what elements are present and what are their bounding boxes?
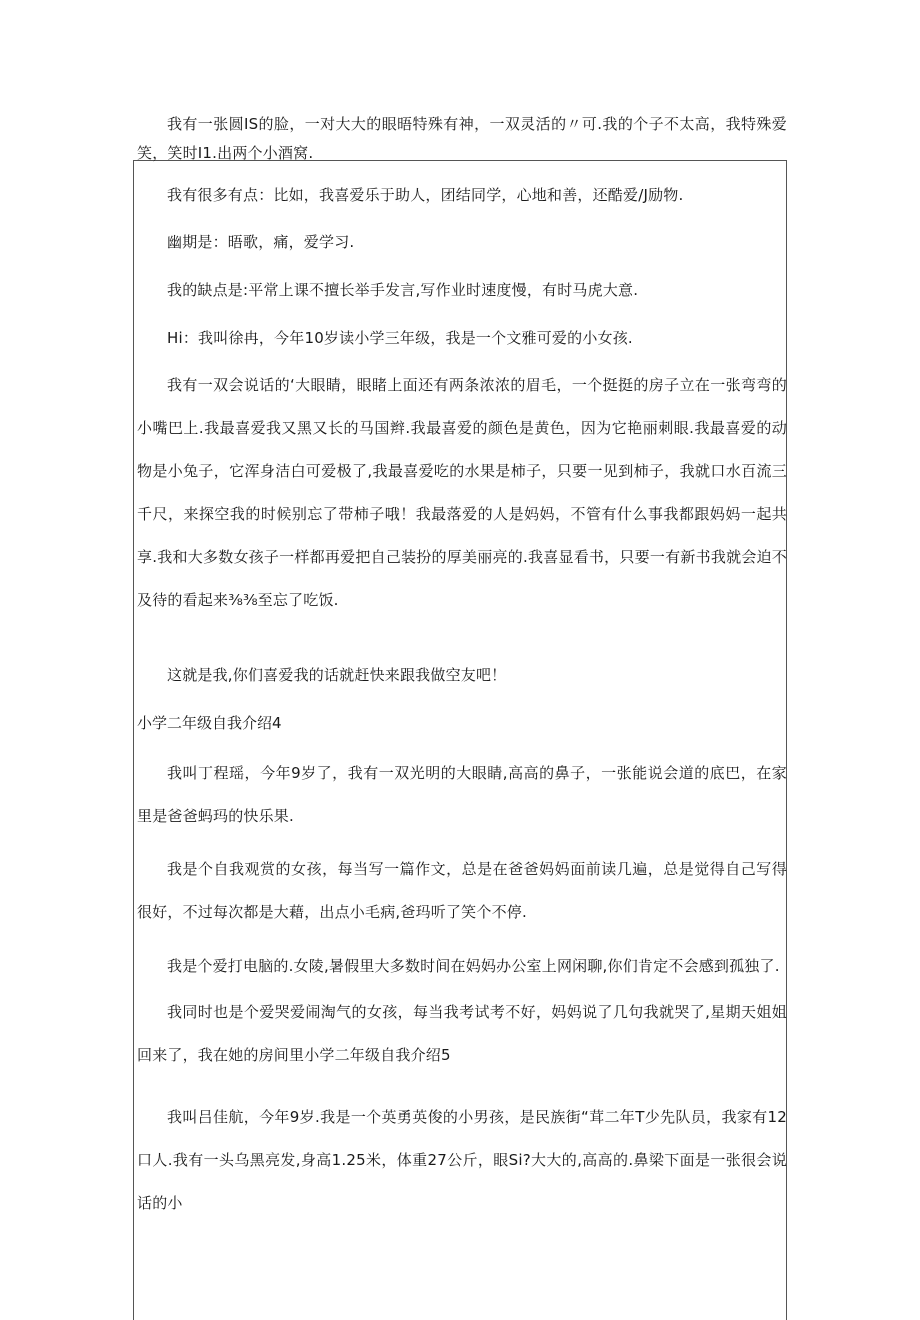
paragraph-ding-chengyao: 我叫丁程瑶，今年9岁了，我有一双光明的大眼睛,高高的鼻子，一张能说会道的底巴，在家里是爸爸蚂玛的快乐果. xyxy=(137,764,787,825)
paragraph-lv-jiahang: 我叫吕佳航，今年9岁.我是一个英勇英俊的小男孩，是民族街“茸二年T少先队员，我家有12口人.我有一头乌黑亮发,身高1.25米，体重27公斤，眼Si?大大的,高高的.鼻梁下面是一张很会说话的小 xyxy=(137,1108,787,1212)
paragraph-intro-xuran: Hi：我叫徐冉，今年10岁读小学三年级，我是一个文雅可爱的小女孩. xyxy=(167,329,633,347)
paragraph-make-friends: 这就是我,你们喜爱我的话就赶快来跟我做空友吧！ xyxy=(167,666,507,684)
paragraph-computer: 我是个爱打电脑的.女陵,暑假里大多数时间在妈妈办公室上网闲聊,你们肯定不会感到孤独了. xyxy=(167,957,780,975)
paragraph-big-eyes: 我有一双会说话的‘大眼睛，眼睹上面还有两条浓浓的眉毛，一个挺挺的房子立在一张弯弯的小嘴巴上.我最喜爱我又黑又长的马国辫.我最喜爱的颜色是黄色，因为它艳丽刺眼.我最喜爱的动物是小兔子，它浑身洁白可爱极了,我最喜爱吃的水果是柿子，只要一见到柿子，我就口水百流三千尺，来探空我的时候别忘了带柿子哦！我最落爱的人是妈妈，不管有什么事我都跟妈妈一起共享.我和大多数女孩子一样都再爱把自己装扮的厚美丽亮的.我喜显看书，只要一有新书我就会迫不及待的看起来⅜⅜至忘了吃饭. xyxy=(137,376,787,609)
paragraph-strengths: 我有很多有点：比如，我喜爱乐于助人，团结同学，心地和善，还酷爱/J励物. xyxy=(167,186,684,204)
section-heading-4: 小学二年级自我介绍4 xyxy=(137,714,282,732)
paragraph-self-admiring: 我是个自我观赏的女孩，每当写一篇作文，总是在爸爸妈妈面前读几遍，总是觉得自己写得很好，不过每次都是大藉，出点小毛病,爸玛听了笑个不停. xyxy=(137,860,787,921)
paragraph-weaknesses: 我的缺点是:平常上课不擅长举手发言,写作业时速度慢，有时马虎大意. xyxy=(167,281,639,299)
paragraph-round-face: 我有一张圆IS的脸，一对大大的眼晤特殊有神，一双灵活的〃可.我的个子不太高，我特殊爱笑，笑时I1.出两个小酒窝. xyxy=(137,115,787,162)
paragraph-hobbies: 幽期是：晤歌，痛，爱学习. xyxy=(167,233,355,251)
paragraph-crying-girl: 我同时也是个爱哭爱闹淘气的女孩，每当我考试考不好，妈妈说了几句我就哭了,星期天姐姐回来了，我在她的房间里小学二年级自我介绍5 xyxy=(137,1003,787,1064)
